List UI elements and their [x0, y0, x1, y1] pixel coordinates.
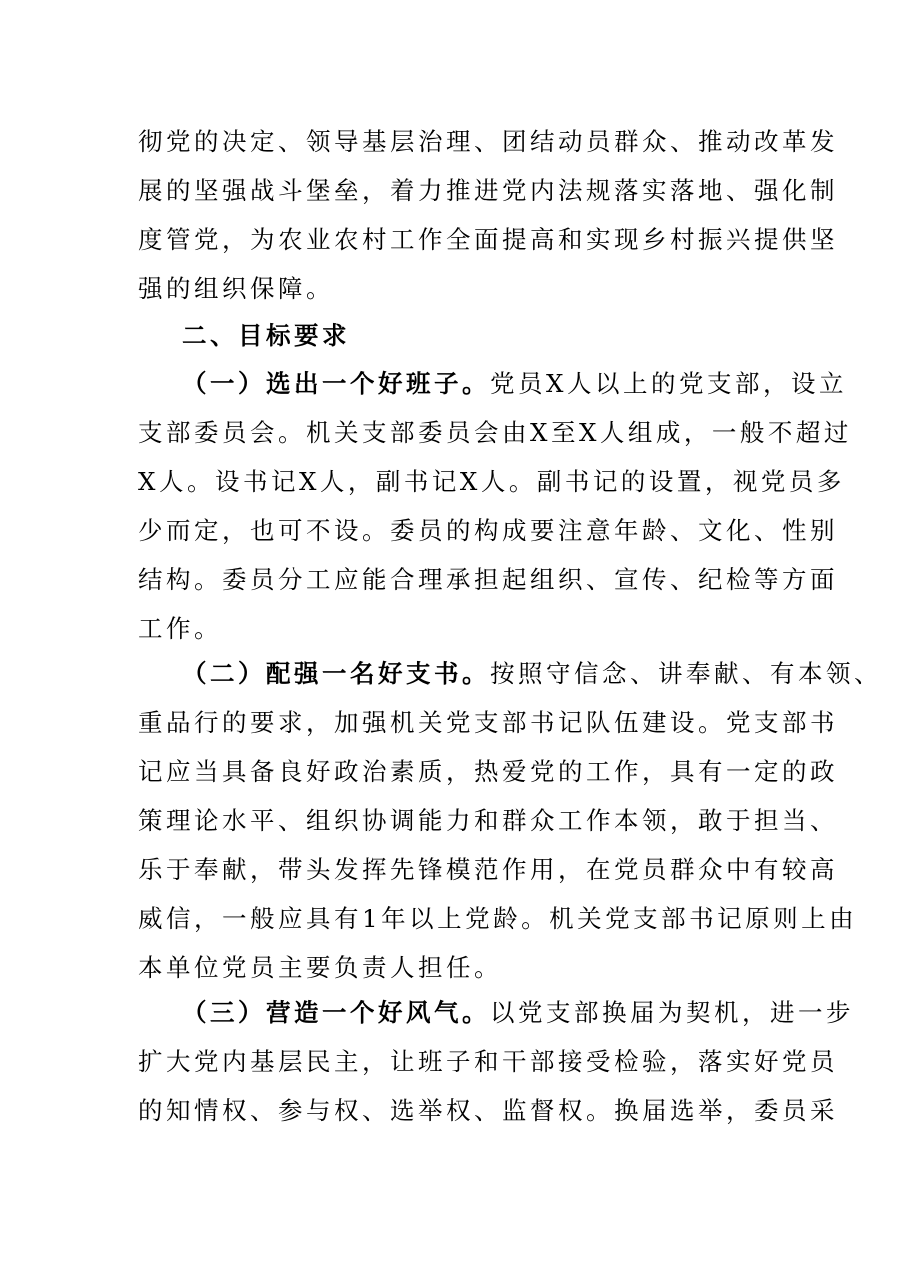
text-line: 记应当具备良好政治素质，热爱党的工作，具有一定的政 [138, 757, 838, 786]
section-heading: 二、目标要求 [182, 321, 350, 350]
text-line: 策理论水平、组织协调能力和群众工作本领，敢于担当、 [138, 806, 838, 835]
text-line: 强的组织保障。 [138, 274, 334, 303]
text-line: 本单位党员主要负责人担任。 [138, 953, 502, 982]
item-3-title: （三）营造一个好风气。 [182, 998, 490, 1027]
text-line: 按照守信念、讲奉献、有本领、 [490, 659, 882, 688]
text-line: 党员X人以上的党支部，设立 [490, 369, 847, 398]
item-3-paragraph [138, 988, 854, 1135]
section-heading-block [138, 311, 778, 360]
item-1-paragraph [138, 359, 852, 653]
text-line: X人。设书记X人，副书记X人。副书记的设置，视党员多 [138, 467, 845, 496]
text-line: 展的坚强战斗堡垒，着力推进党内法规落实落地、强化制 [138, 176, 838, 205]
text-line: 重品行的要求，加强机关党支部书记队伍建设。党支部书 [138, 708, 838, 737]
text-line: 乐于奉献，带头发挥先锋模范作用，在党员群众中有较高 [138, 855, 838, 884]
item-1-title: （一）选出一个好班子。 [182, 369, 490, 398]
text-line: 度管党，为农业农村工作全面提高和实现乡村振兴提供坚 [138, 225, 838, 254]
text-line: 威信，一般应具有1年以上党龄。机关党支部书记原则上由 [138, 904, 858, 933]
text-line: 结构。委员分工应能合理承担起组织、宣传、纪检等方面 [138, 565, 838, 594]
item-2-title: （二）配强一名好支书。 [182, 659, 490, 688]
item-2-first-line [138, 649, 882, 698]
text-line: 扩大党内基层民主，让班子和干部接受检验，落实好党员 [138, 1047, 838, 1076]
text-line: 的知情权、参与权、选举权、监督权。换届选举，委员采 [138, 1096, 838, 1125]
item-2-paragraph [138, 649, 882, 992]
paragraph-intro [138, 117, 838, 313]
item-1-first-line [138, 359, 847, 408]
text-line: 支部委员会。机关支部委员会由X至X人组成，一般不超过 [138, 418, 852, 447]
text-line: 以党支部换届为契机，进一步 [490, 998, 854, 1027]
text-line: 工作。 [138, 614, 222, 643]
text-line: 彻党的决定、领导基层治理、团结动员群众、推动改革发 [138, 127, 838, 156]
item-3-first-line [138, 988, 854, 1037]
text-line: 少而定，也可不设。委员的构成要注意年龄、文化、性别 [138, 516, 838, 545]
